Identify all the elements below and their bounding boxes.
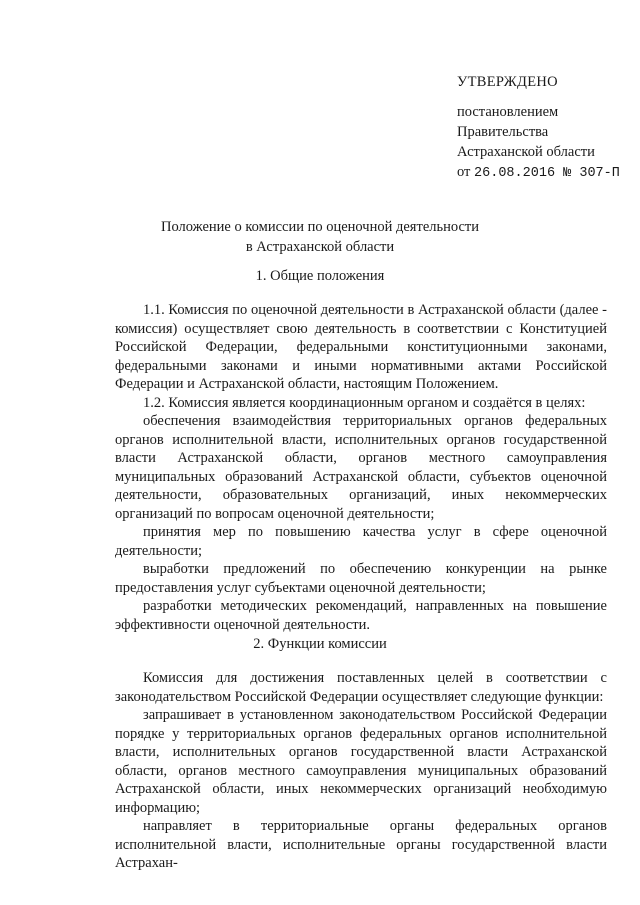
approval-line: Астраханской области [457, 144, 595, 160]
document-title-line: в Астраханской области [245, 239, 395, 255]
paragraph: 1.1. Комиссия по оценочной деятельности в Астраханской области (далее - комиссия) осуществляет свою деятельность в соответствии с Конституцией Российской Федерации, федеральными конституционными законами, федеральными законами и иными нормативными актами Российской Федерации и Астраханской области, настоящим Положением. [115, 302, 607, 392]
paragraph: разработки методических рекомендаций, направленных на повышение эффективности оценочной деятельности. [115, 598, 607, 633]
approval-line: Правительства [457, 124, 549, 140]
paragraph: выработки предложений по обеспечению конкуренции на рынке предоставления услуг субъектами оценочной деятельности; [115, 561, 607, 596]
approval-date-prefix: от [457, 164, 471, 180]
paragraph: Комиссия для достижения поставленных целей в соответствии с законодательством Российской Федерации осуществляет следующие функции: [115, 670, 607, 705]
document-title [0, 217, 640, 257]
approval-date-number: 26.08.2016 № 307-П [474, 166, 620, 181]
paragraph: принятия мер по повышению качества услуг в сфере оценочной деятельности; [115, 524, 607, 559]
approval-stamp [457, 72, 620, 184]
paragraph: запрашивает в установленном законодательством Российской Федерации порядке у территориальных органов федеральных органов исполнительной власти, исполнительных органов государственной власти Астраханской области, органов местного самоуправления муниципальных образований Астраханской области, иных некоммерческих организаций необходимую информацию; [115, 707, 607, 816]
approval-date-line [457, 162, 620, 184]
document-title-line: Положение о комиссии по оценочной деятельности [160, 219, 480, 235]
section-2-heading: 2. Функции комиссии [253, 636, 387, 652]
section-1-body [115, 301, 607, 634]
approval-heading: УТВЕРЖДЕНО [457, 74, 558, 90]
section-2-body [115, 669, 607, 873]
paragraph: обеспечения взаимодействия территориальных органов федеральных органов исполнительной власти, исполнительных органов государственной власти Астраханской области, органов местного самоуправления муниципальных образований Астраханской области, субъектов оценочной деятельности, образовательных организаций, иных некоммерческих организаций по вопросам оценочной деятельности; [115, 413, 607, 522]
section-1-heading: 1. Общие положения [255, 268, 385, 284]
paragraph: направляет в территориальные органы федеральных органов исполнительной власти, исполнительные органы государственной власти Астрахан- [115, 818, 607, 871]
approval-line: постановлением [457, 104, 559, 120]
paragraph: 1.2. Комиссия является координационным органом и создаётся в целях: [143, 394, 586, 411]
